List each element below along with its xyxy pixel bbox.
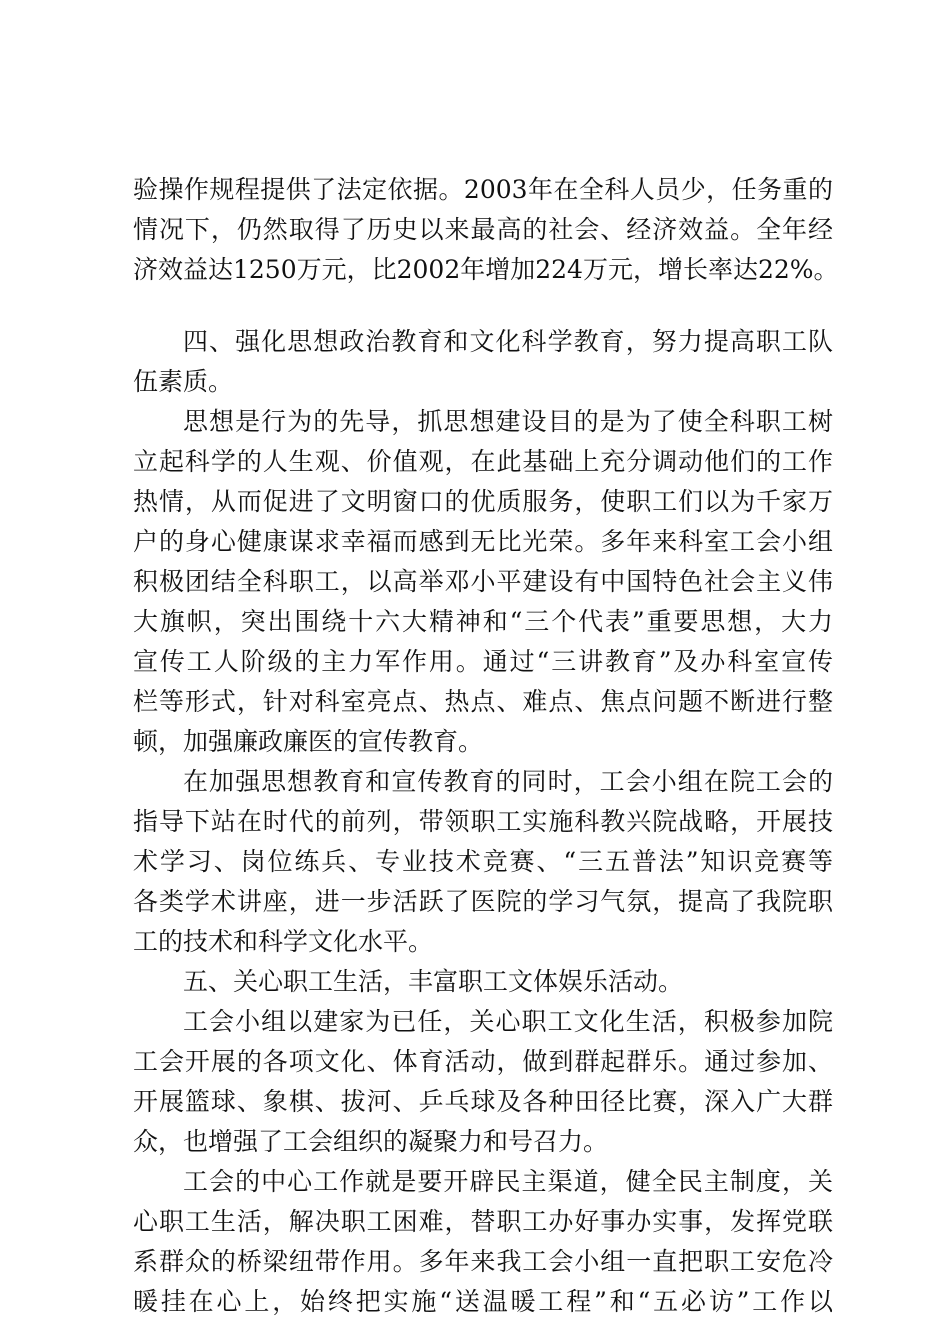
text-line: 户的身心健康谋求幸福而感到无比光荣。多年来科室工会小组: [133, 527, 833, 556]
text-line: 在加强思想教育和宣传教育的同时，工会小组在院工会的: [183, 767, 833, 796]
text-line: 顿，加强廉政廉医的宣传教育。: [133, 727, 484, 756]
text-line: 工的技术和科学文化水平。: [133, 927, 434, 956]
text-line: 大旗帜，突出围绕十六大精神和“三个代表”重要思想，大力: [133, 607, 833, 636]
section-heading: 四、强化思想政治教育和文化科学教育，努力提高职工队: [183, 327, 833, 356]
text-line: 工会开展的各项文化、体育活动，做到群起群乐。通过参加、: [133, 1047, 833, 1076]
text-line: 思想是行为的先导，抓思想建设目的是为了使全科职工树: [183, 407, 833, 436]
text-line: 各类学术讲座，进一步活跃了医院的学习气氛，提高了我院职: [133, 887, 833, 916]
text-line: 开展篮球、象棋、拔河、乒乓球及各种田径比赛，深入广大群: [133, 1087, 833, 1116]
text-line: 众，也增强了工会组织的凝聚力和号召力。: [133, 1127, 609, 1156]
text-line: 系群众的桥梁纽带作用。多年来我工会小组一直把职工安危冷: [133, 1247, 833, 1276]
text-line: 工会的中心工作就是要开辟民主渠道，健全民主制度，关: [183, 1167, 833, 1196]
text-line: 心职工生活，解决职工困难，替职工办好事办实事，发挥党联: [133, 1207, 833, 1236]
text-line: 工会小组以建家为已任，关心职工文化生活，积极参加院: [183, 1007, 833, 1036]
text-line: 济效益达1250万元，比2002年增加224万元，增长率达22%。: [133, 255, 839, 284]
text-line: 热情，从而促进了文明窗口的优质服务，使职工们以为千家万: [133, 487, 833, 516]
text-line: 指导下站在时代的前列，带领职工实施科教兴院战略，开展技: [133, 807, 833, 836]
text-line: 暖挂在心上，始终把实施“送温暖工程”和“五必访”工作以: [133, 1287, 833, 1316]
text-line: 立起科学的人生观、价值观，在此基础上充分调动他们的工作: [133, 447, 833, 476]
text-line: 情况下，仍然取得了历史以来最高的社会、经济效益。全年经: [133, 215, 833, 244]
text-line: 宣传工人阶级的主力军作用。通过“三讲教育”及办科室宣传: [133, 647, 833, 676]
text-line: 栏等形式，针对科室亮点、热点、难点、焦点问题不断进行整: [133, 687, 833, 716]
text-line: 积极团结全科职工，以高举邓小平建设有中国特色社会主义伟: [133, 567, 833, 596]
section-heading: 伍素质。: [133, 367, 234, 396]
section-heading: 五、关心职工生活，丰富职工文体娱乐活动。: [183, 967, 684, 996]
text-line: 验操作规程提供了法定依据。2003年在全科人员少，任务重的: [133, 175, 833, 204]
text-line: 术学习、岗位练兵、专业技术竞赛、“三五普法”知识竞赛等: [133, 847, 833, 876]
